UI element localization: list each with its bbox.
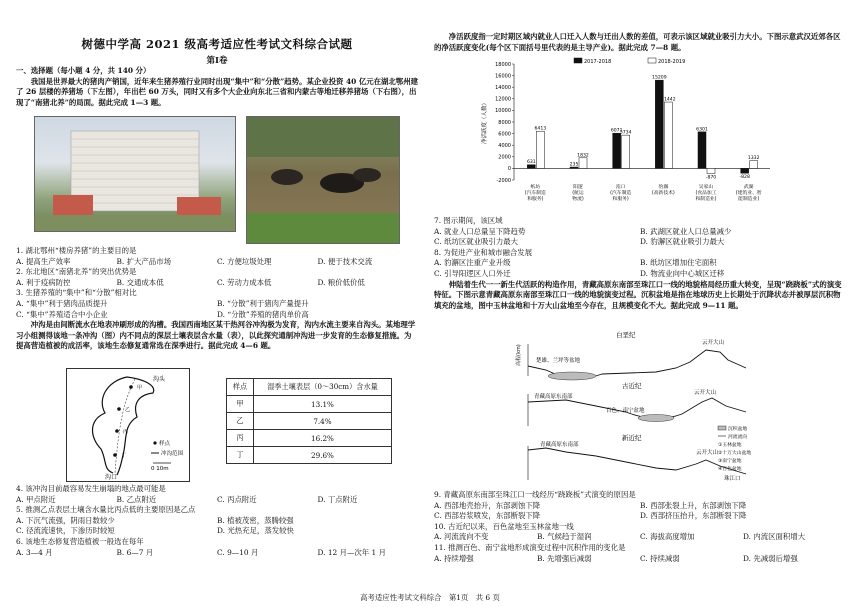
panel-neogene [528,433,746,482]
map-point-4 [113,453,117,457]
q10-options [434,532,846,543]
y-tick-label: 10000 [495,108,511,115]
bar-value-label: 5734 [619,130,632,136]
panel3-mountain-label: 云开大山 [696,450,719,456]
y-tick-label: 0 [507,166,511,173]
legend-river: 河流流向 [728,435,748,440]
q1-option-b[interactable]: B. 扩大产品市场 [116,256,171,266]
bar-value-label: -870 [705,175,717,181]
moisture-table [226,378,392,464]
q1-option-d[interactable]: D. 便于技术交流 [317,256,373,266]
q8-options [434,258,846,279]
q9-option-d[interactable]: D. 西部挤压抬升，东部断裂下降 [640,511,747,521]
q11-stem: 11. 推测百色、南宁盆地形成演变过程中沉积作用的变化是 [434,542,626,552]
bar [579,158,587,169]
bar-value-label: 6301 [696,127,708,133]
map-point-2 [117,407,121,411]
y-tick-label: 12000 [495,96,511,103]
questions-4-6 [16,484,418,558]
q7-stem: 7. 图示期间，该区域 [434,216,503,225]
panel1-basin-label: 楚雄、兰坪等盆地 [536,358,581,364]
table-header-moisture: 湿季土壤表层（0～30cm）含水量 [253,379,391,396]
q2-option-a[interactable]: A. 利于疫病防控 [16,277,71,287]
map-label-ding: 丁 [121,453,127,459]
q3-option-a[interactable]: A. “集中”利于猪肉品质提升 [16,298,108,308]
q3-option-c[interactable]: C. “集中”养殖适合中小企业 [16,309,108,319]
diagram-legend [718,425,751,472]
page-footer: 高考适应性考试文科综合 第1页 共 6 页 [360,593,500,602]
legend-yulin: ①玉林盆地 [718,443,742,448]
bar [741,168,749,173]
passage-2: 冲沟是由间断流水在地表冲刷形成的沟槽。我国西南地区某干热河谷冲沟极为发育，沟内水流主要来自沟头。某地理学习小组测得该地一条冲沟（图）内不同点的深层土壤表层含水量（表），以此探究通制冲沟进一步发育的生态修复措施。为提高营造植被的成活率，该地生态修复通常选在深季进行。据此完成 4—6 题。 [16,320,416,351]
bar [655,80,663,168]
gully-map [66,368,190,482]
q9-option-b[interactable]: B. 西部张裂上升，东部剥蚀下降 [640,500,747,510]
q4-options [16,495,418,506]
bar [664,102,672,168]
q7-options [434,227,846,248]
legend-swatch [574,58,582,63]
panel1-mountain-label: 云开大山 [702,340,725,346]
passage-4: 伸陆着生代一一新生代活跃的构造作用，青藏高原东南部至珠江口一线的地貌格局经历重大转变，呈现“跷跷板”式的演变特征。下图示意青藏高原东南部至珠江口一线的地貌演变过程。沉积盆地是指在地球历史上长期处于沉降状态并被厚层沉积物填充的盆地，图中玉林盆地和十万大山盆地至今存在，且规模变化不大。据此完成 9—11 题。 [434,279,842,310]
landform-diagram [506,328,762,488]
q2-stem: 2. 东北地区“南猪北养”的突出优势是 [16,267,137,277]
map-point-3 [115,429,119,433]
q1-option-a[interactable]: A. 提高生产效率 [16,256,71,266]
y-tick-label: 14000 [495,85,511,91]
table-row: 丁 29.6% [227,447,392,464]
q4-option-a[interactable]: A. 甲点附近 [16,494,56,504]
volume-label: 第Ⅰ卷 [206,56,228,66]
q11-option-a[interactable]: A. 持续增强 [434,553,474,563]
q7-option-d[interactable]: D. 豹澥区就业吸引力最大 [640,237,725,247]
q5-option-b[interactable]: B. 植被茂密，蒸腾较强 [217,515,294,525]
q11-options [434,554,846,565]
table-row: 甲 13.1% [227,396,392,413]
map-scale: 0 10m [151,466,169,472]
q5-stem: 5. 推测乙点表层土壤含水量比丙点低的主要原因是乙点 [16,505,196,515]
q11-option-d[interactable]: D. 先减弱后增强 [743,553,798,563]
q1-stem: 1. 湖北鄂州“楼房养猪”的主要目的是 [16,246,137,255]
legend-nanning: ③南宁盆地 [718,459,742,464]
q9-stem: 9. 青藏高原东南部至珠江口一线经历“跷跷板”式演变的原因是 [434,490,636,499]
q6-option-d[interactable]: D. 12 月—次年 1 月 [317,547,386,557]
panel2-basin-label: 百色、南宁盆地 [606,408,645,414]
map-mouth-label: 沟口 [105,474,118,481]
q2-option-b[interactable]: B. 交通成本低 [116,277,164,287]
q3-option-d[interactable]: D. “分散”养殖的猪肉单价高 [217,309,309,319]
q10-option-a[interactable]: A. 河流流向不变 [434,532,489,542]
map-top-label: 沟头 [153,376,166,383]
y-tick-label: 4000 [498,143,511,149]
q10-option-d[interactable]: D. 内流区面积增大 [743,532,806,542]
q2-options [16,278,418,289]
q6-option-c[interactable]: C. 9—10 月 [217,547,259,557]
q6-option-a[interactable]: A. 3—4 月 [16,547,53,557]
bar-value-label: 6413 [534,126,547,132]
q5-options [16,516,418,537]
panel2-plateau-label: 青藏高原东南部 [534,394,573,400]
questions-1-3 [16,246,418,352]
map-point-1 [129,385,133,389]
q9-options [434,501,846,522]
net-activity-chart [474,56,778,216]
exam-title: 树德中学高 2021 级高考适应性考试文科综合试题 [81,37,353,51]
bar [698,132,706,169]
legend-range-label: 冲沟范围 [161,451,184,457]
q11-option-b[interactable]: B. 先增强后减弱 [537,553,592,563]
x-tick-label: 吴家山(食品加工和制造业) [695,185,717,202]
left-column [16,0,418,108]
bar [536,131,544,168]
bar [613,133,621,168]
q8-option-b[interactable]: B. 纸坊区增加住宅面积 [640,258,717,268]
q6-stem: 6. 该地生态修复营造植被一般选在每年 [16,536,144,546]
panel2-mountain-label: 云开大山 [694,390,717,396]
q6-option-b[interactable]: B. 6—7 月 [116,547,154,557]
bar-value-label: 631 [526,160,536,166]
y-tick-label: 6000 [498,131,511,138]
era-label-2: 古近纪 [622,382,642,390]
legend-label: 2018-2019 [658,59,686,65]
x-tick-label: 阳逻(航运物流) [572,185,584,202]
y-tick-label: 16000 [495,73,511,80]
bar-value-label: 6071 [610,128,623,134]
questions-7-8 [434,216,846,311]
q1-option-c[interactable]: C. 方便垃圾处理 [217,256,272,266]
y-tick-label: -2000 [496,177,511,184]
x-tick-label: 纸坊(汽车制造和服务) [524,185,546,202]
q1-options [16,257,418,268]
q2-option-c[interactable]: C. 劳动力成本低 [217,277,272,287]
q3-options [16,299,418,320]
x-tick-label: 沌口(汽车制造和服务) [610,185,632,202]
q4-option-b[interactable]: B. 乙点附近 [116,494,157,504]
pigs-field-photo [246,116,400,244]
q11-option-c[interactable]: C. 持续减弱 [640,553,680,563]
panel-cretaceous [515,330,746,380]
x-tick-label: 豹澥(高新技术) [651,185,675,196]
bar-value-label: 235 [569,162,579,168]
chart-svg [474,56,778,216]
bar [707,168,715,173]
q6-options [16,548,418,559]
legend-label: 2017-2018 [584,59,612,65]
map-label-bing: 丙 [123,429,129,435]
bar-value-label: 11442 [661,97,676,103]
map-label-jia: 甲 [137,385,143,391]
era-label-1: 白垩纪 [616,331,636,339]
legend-shiwan: ②十万大山盆地 [718,451,752,456]
bar [527,165,535,169]
legend-baise: ④百色盆地 [718,467,742,472]
x-tick-label: 武湖(建筑业、智能制造业) [735,185,762,202]
q8-option-d[interactable]: D. 物流业向中心城区迁移 [640,268,725,278]
ylabel-1: 高程(km) [516,344,522,366]
bar-value-label: 15209 [652,75,667,81]
right-column [434,32,846,53]
q10-option-c[interactable]: C. 海拔高度增加 [640,532,695,542]
legend-swatch [648,58,656,63]
panel3-plateau-label: 青藏高原东南部 [540,442,579,448]
map-label-yi: 乙 [125,407,131,413]
table-header-point: 样点 [227,379,254,396]
panel3-estuary-label: 珠江口 [724,476,741,482]
q8-stem: 8. 为促进产业和城市融合发展 [434,247,533,257]
q8-option-a[interactable]: A. 豹澥区注重产业升级 [434,258,511,268]
q3-option-b[interactable]: B. “分散”利于猪肉产量提升 [217,298,309,308]
q7-option-b[interactable]: B. 武湖区就业人口总量减少 [640,226,732,236]
q10-option-b[interactable]: B. 气候趋于湿润 [537,532,592,542]
passage-3: 净活跃度指一定时期区域内就业人口迁入人数与迁出人数的差值，可表示该区域就业吸引力大小。下图示意武汉近郊各区的净活跃度变化(每个区下面括号里代表的是主导产业)。据此完成 7—8 题。 [434,32,841,52]
q5-option-a[interactable]: A. 下沉气流强，阴雨日数较少 [16,515,115,525]
bar [622,135,630,168]
q4-stem: 4. 该冲沟目前最容易发生崩塌的地点最可能是 [16,484,166,493]
era-label-3: 新近纪 [622,434,642,442]
table-row: 乙 7.4% [227,413,392,430]
bar-value-label: -828 [739,175,750,181]
section-heading: 一、选择题（每小题 4 分，共 140 分） [16,66,151,75]
bar [750,161,758,169]
q2-option-d[interactable]: D. 粮价低价低 [317,277,365,287]
q10-stem: 10. 古近纪以来，百色盆地至玉林盆地一线 [434,521,574,531]
legend-basin: 沉积盆地 [728,427,748,432]
q7-option-c[interactable]: C. 纸坊区就业吸引力最大 [434,237,518,247]
table-row: 丙 16.2% [227,430,392,447]
q3-stem: 3. 生猪养殖的“集中”和“分散”相对比 [16,288,137,298]
q4-option-d[interactable]: D. 丁点附近 [317,494,358,504]
y-tick-label: 2000 [498,154,511,161]
q8-option-c[interactable]: C. 引导阳逻区人口外迁 [434,268,511,278]
bar-value-label: 1832 [577,153,589,159]
q9-option-a[interactable]: A. 西部地壳抬升，东部剥蚀下降 [434,500,541,510]
y-tick-label: 8000 [498,119,511,126]
bar-value-label: 1332 [747,156,760,162]
y-tick-label: 18000 [495,61,511,68]
q9-option-c[interactable]: C. 西部岩浆喷发，东部断裂下降 [434,511,541,521]
q5-option-c[interactable]: C. 径流流速快，下渗历时较短 [16,526,115,536]
passage-1: 我国是世界最大的猪肉产销国，近年来生猪养殖行业同时出现“集中”和“分散”趋势。某企业投资 40 亿元在湖北鄂州建了 26 层楼的养猪场（下左图），年出栏 60 万头，同时又有多个大企业向东北三省和内蒙古等地迁移养猪场（下右图），出现了“南猪北养”的局面。据此完成 1—3 题。 [16,76,418,107]
y-axis-label: 净活跃度（人数） [482,99,488,145]
legend-point-label: 样点 [159,441,171,447]
q7-option-a[interactable]: A. 就业人口总量呈下降趋势 [434,226,526,236]
building-farm-photo [34,116,236,232]
q5-option-d[interactable]: D. 光热充足，蒸发较快 [217,526,294,536]
q4-option-c[interactable]: C. 丙点附近 [217,494,257,504]
questions-9-11 [434,490,846,564]
panel-paleogene [528,381,746,426]
